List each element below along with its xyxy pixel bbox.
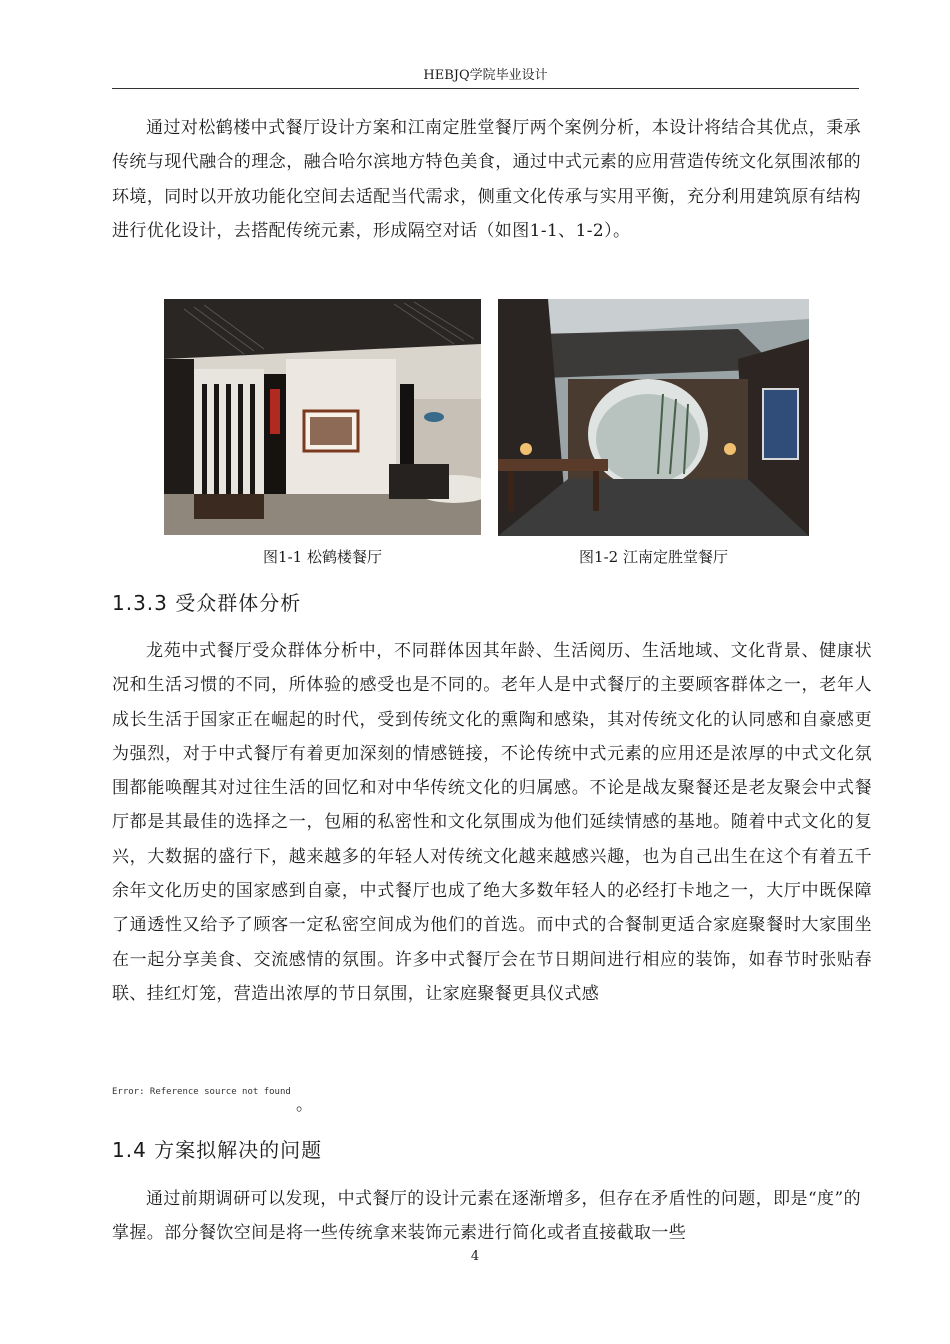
reference-end-mark: 。 bbox=[296, 1095, 313, 1115]
section-heading-1-3-3: 1.3.3 受众群体分析 bbox=[112, 591, 302, 615]
header-title: HEBJQ学院毕业设计 bbox=[423, 68, 548, 83]
figure-1-2-caption: 图1-2 江南定胜堂餐厅 bbox=[579, 548, 728, 566]
songhelou-restaurant-image bbox=[164, 299, 481, 535]
dingshengtang-restaurant-image bbox=[498, 299, 809, 536]
intro-paragraph: 通过对松鹤楼中式餐厅设计方案和江南定胜堂餐厅两个案例分析，本设计将结合其优点，秉承传统与现代融合的理念，融合哈尔滨地方特色美食，通过中式元素的应用营造传统文化氛围浓郁的环境，同时以开放功能化空间去适配当代需求，侧重文化传承与实用平衡，充分利用建筑原有结构进行优化设计，去搭配传统元素，形成隔空对话（如图1-1、1-2）。 bbox=[112, 118, 861, 241]
problem-paragraph: 通过前期调研可以发现，中式餐厅的设计元素在逐渐增多，但存在矛盾性的问题，即是“度”的掌握。部分餐饮空间是将一些传统拿来装饰元素进行简化或者直接截取一些 bbox=[112, 1189, 861, 1244]
figure-dingshengtang-photo bbox=[498, 299, 809, 536]
audience-analysis-paragraph: 龙苑中式餐厅受众群体分析中，不同群体因其年龄、生活阅历、生活地域、文化背景、健康状况和生活习惯的不同，所体验的感受也是不同的。老年人是中式餐厅的主要顾客群体之一，老年人成长生活于国家正在崛起的时代，受到传统文化的熏陶和感染，其对传统文化的认同感和自豪感更为强烈，对于中式餐厅有着更加深刻的情感链接，不论传统中式元素的应用还是浓厚的中式文化氛围都能唤醒其对过往生活的回忆和对中华传统文化的归属感。不论是战友聚餐还是老友聚会中式餐厅都是其最佳的选择之一，包厢的私密性和文化氛围成为他们延续情感的基地。随着中式文化的复兴，大数据的盛行下，越来越多的年轻人对传统文化越来越感兴趣，也为自己出生在这个有着五千余年文化历史的国家感到自豪，中式餐厅也成了绝大多数年轻人的必经打卡地之一，大厅中既保障了通透性又给予了顾客一定私密空间成为他们的首选。而中式的合餐制更适合家庭聚餐时大家围坐在一起分享美食、交流感情的氛围。许多中式餐厅会在节日期间进行相应的装饰，如春节时张贴春联、挂红灯笼，营造出浓厚的节日氛围，让家庭聚餐更具仪式感 bbox=[112, 641, 872, 1004]
section-heading-1-4: 1.4 方案拟解决的问题 bbox=[112, 1138, 323, 1162]
figure-songhelou-photo bbox=[164, 299, 481, 535]
page-number: 4 bbox=[470, 1249, 480, 1264]
page-header bbox=[112, 66, 859, 89]
reference-error-note: Error: Reference source not found bbox=[112, 1087, 291, 1097]
figure-1-1-caption: 图1-1 松鹤楼餐厅 bbox=[263, 548, 382, 566]
